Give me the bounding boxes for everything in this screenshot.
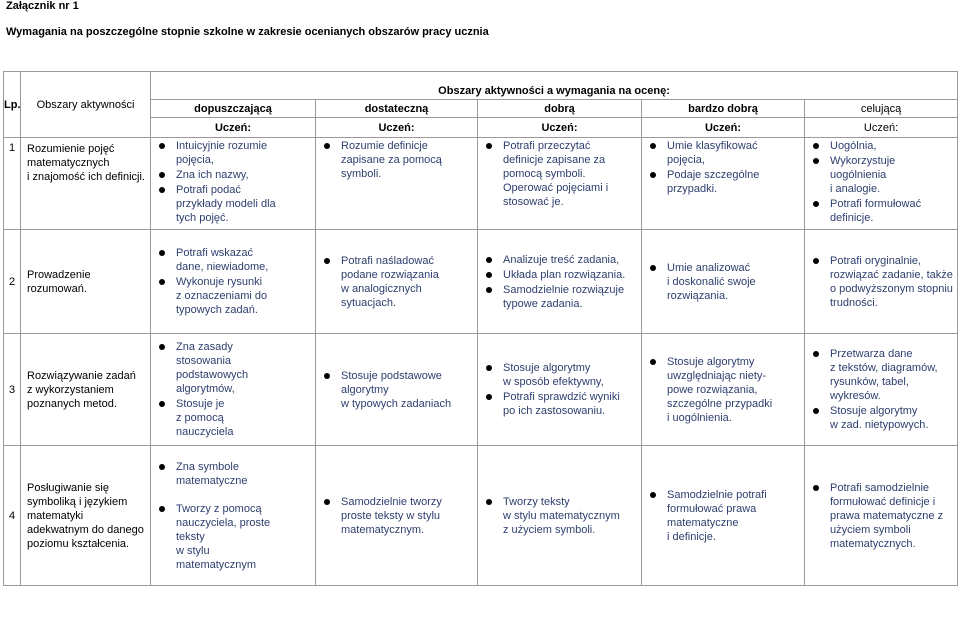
list-item: Potrafi przeczytać definicje zapisane za pomocą symboli. Operować pojęciami i stosować je. — [482, 139, 637, 209]
area-cell — [21, 230, 151, 334]
row-number: 4 — [4, 446, 21, 586]
bullet-icon — [159, 344, 165, 350]
list-item: Samodzielnie potrafi formułować prawa matematyczne i definicje. — [646, 488, 800, 544]
bullet-icon — [813, 201, 819, 207]
area-header: Obszary aktywności — [21, 72, 151, 138]
area-line: poznanych metod. — [27, 397, 117, 410]
bullet-icon — [813, 143, 819, 149]
requirement-cell — [151, 334, 316, 446]
list-item: Potrafi wskazać dane, niewiadome, — [155, 246, 311, 274]
grade-header: dostateczną — [316, 100, 478, 118]
requirement-cell — [478, 446, 642, 586]
bullet-icon — [813, 485, 819, 491]
group-header: Obszary aktywności a wymagania na ocenę: — [151, 72, 958, 100]
list-item: Intuicyjnie rozumie pojęcia, — [155, 139, 311, 167]
list-item: Samodzielnie rozwiązuje typowe zadania. — [482, 283, 637, 311]
list-item: Tworzy z pomocą nauczyciela, proste teksty w stylu matematycznym — [155, 502, 311, 572]
area-line: symboliką i językiem — [27, 495, 128, 508]
area-line: i znajomość ich definicji. — [27, 171, 145, 183]
area-line: matematycznych — [27, 157, 110, 169]
table-row — [4, 230, 958, 334]
bullet-icon — [486, 272, 492, 278]
requirements-table — [3, 71, 958, 586]
student-label: Uczeń: — [478, 118, 642, 138]
area-line: z wykorzystaniem — [27, 383, 114, 396]
list-item: Stosuje podstawowe algorytmy w typowych zadaniach — [320, 369, 473, 411]
list-item: Zna symbole matematyczne — [155, 460, 311, 488]
area-cell — [21, 334, 151, 446]
table-row — [4, 334, 958, 446]
grade-header: bardzo dobrą — [642, 100, 805, 118]
bullet-icon — [324, 373, 330, 379]
bullet-icon — [486, 287, 492, 293]
bullet-icon — [159, 506, 165, 512]
area-cell — [21, 138, 151, 230]
bullet-icon — [159, 279, 165, 285]
list-item: Tworzy teksty w stylu matematycznym z użyciem symboli. — [482, 495, 637, 537]
bullet-icon — [159, 464, 165, 470]
list-item: Przetwarza dane z tekstów, diagramów, rysunków, tabel, wykresów. — [809, 347, 953, 403]
requirement-cell — [316, 230, 478, 334]
area-line: adekwatnym do danego — [27, 523, 144, 536]
grade-header: dobrą — [478, 100, 642, 118]
row-number: 3 — [4, 334, 21, 446]
list-item: Potrafi oryginalnie, rozwiązać zadanie, także o podwyższonym stopniu trudności. — [809, 254, 953, 310]
row-number: 2 — [4, 230, 21, 334]
area-line: rozumowań. — [27, 282, 87, 295]
bullet-icon — [486, 143, 492, 149]
list-item: Stosuje algorytmy w zad. nietypowych. — [809, 404, 953, 432]
area-line: Prowadzenie — [27, 268, 91, 281]
bullet-icon — [813, 258, 819, 264]
bullet-icon — [813, 351, 819, 357]
list-item: Podaje szczególne przypadki. — [646, 168, 800, 196]
requirement-cell — [316, 138, 478, 230]
requirement-cell — [478, 230, 642, 334]
bullet-icon — [324, 258, 330, 264]
area-line: matematyki — [27, 509, 84, 522]
requirement-cell — [316, 446, 478, 586]
list-item: Stosuje algorytmy w sposób efektywny, — [482, 361, 637, 389]
list-item: Stosuje algorytmy uwzględniając niety- powe rozwiązania, szczególne przypadki i uogólnienia. — [646, 355, 800, 425]
list-item: Potrafi podać przykłady modeli dla tych pojęć. — [155, 183, 311, 225]
area-cell — [21, 446, 151, 586]
list-item: Rozumie definicje zapisane za pomocą symboli. — [320, 139, 473, 181]
lp-header: Lp. — [4, 72, 21, 138]
document-subtitle: Wymagania na poszczególne stopnie szkolne w zakresie ocenianych obszarów pracy ucznia — [6, 26, 489, 38]
bullet-icon — [486, 365, 492, 371]
requirement-cell — [316, 334, 478, 446]
list-item: Układa plan rozwiązania. — [482, 268, 637, 282]
table-row — [4, 138, 958, 230]
bullet-icon — [159, 187, 165, 193]
area-line: Rozumienie pojęć — [27, 143, 115, 155]
bullet-icon — [324, 143, 330, 149]
bullet-icon — [159, 172, 165, 178]
list-item: Potrafi naśladować podane rozwiązania w analogicznych sytuacjach. — [320, 254, 473, 310]
requirement-cell — [642, 446, 805, 586]
requirement-cell — [478, 138, 642, 230]
list-item: Zna zasady stosowania podstawowych algorytmów, — [155, 340, 311, 396]
bullet-icon — [813, 408, 819, 414]
list-item: Umie analizować i doskonalić swoje rozwiązania. — [646, 261, 800, 303]
bullet-icon — [486, 394, 492, 400]
list-item: Umie klasyfikować pojęcia, — [646, 139, 800, 167]
bullet-icon — [486, 257, 492, 263]
requirement-cell — [805, 334, 958, 446]
bullet-icon — [159, 143, 165, 149]
requirement-cell — [642, 334, 805, 446]
list-item: Stosuje je z pomocą nauczyciela — [155, 397, 311, 439]
bullet-icon — [324, 499, 330, 505]
requirement-cell — [642, 230, 805, 334]
bullet-icon — [650, 172, 656, 178]
list-item: Potrafi samodzielnie formułować definicje i prawa matematyczne z użyciem symboli matematycznych. — [809, 481, 953, 551]
area-line: Rozwiązywanie zadań — [27, 369, 136, 382]
row-number: 1 — [4, 138, 21, 230]
list-item: Uogólnia, — [809, 139, 953, 153]
bullet-icon — [650, 143, 656, 149]
requirement-cell — [478, 334, 642, 446]
list-item: Wykorzystuje uogólnienia i analogie. — [809, 154, 953, 196]
list-item: Potrafi sprawdzić wyniki po ich zastosowaniu. — [482, 390, 637, 418]
list-item: Analizuje treść zadania, — [482, 253, 637, 267]
requirement-cell — [805, 230, 958, 334]
requirement-cell — [805, 446, 958, 586]
bullet-icon — [159, 250, 165, 256]
bullet-icon — [650, 265, 656, 271]
requirement-cell — [151, 230, 316, 334]
list-item: Samodzielnie tworzy proste teksty w stylu matematycznym. — [320, 495, 473, 537]
student-label: Uczeń: — [151, 118, 316, 138]
bullet-icon — [486, 499, 492, 505]
requirement-cell — [805, 138, 958, 230]
area-line: Posługiwanie się — [27, 481, 109, 494]
bullet-icon — [650, 359, 656, 365]
area-line: poziomu kształcenia. — [27, 537, 130, 550]
list-item: Zna ich nazwy, — [155, 168, 311, 182]
requirement-cell — [642, 138, 805, 230]
table-row — [4, 446, 958, 586]
student-label: Uczeń: — [642, 118, 805, 138]
requirement-cell — [151, 446, 316, 586]
list-item: Wykonuje rysunki z oznaczeniami do typowych zadań. — [155, 275, 311, 317]
grade-header: celującą — [805, 100, 958, 118]
student-label: Uczeń: — [805, 118, 958, 138]
bullet-icon — [813, 158, 819, 164]
bullet-icon — [159, 401, 165, 407]
requirement-cell — [151, 138, 316, 230]
grade-header: dopuszczającą — [151, 100, 316, 118]
document-title: Załącznik nr 1 — [6, 0, 79, 12]
list-item: Potrafi formułować definicje. — [809, 197, 953, 225]
student-label: Uczeń: — [316, 118, 478, 138]
bullet-icon — [650, 492, 656, 498]
